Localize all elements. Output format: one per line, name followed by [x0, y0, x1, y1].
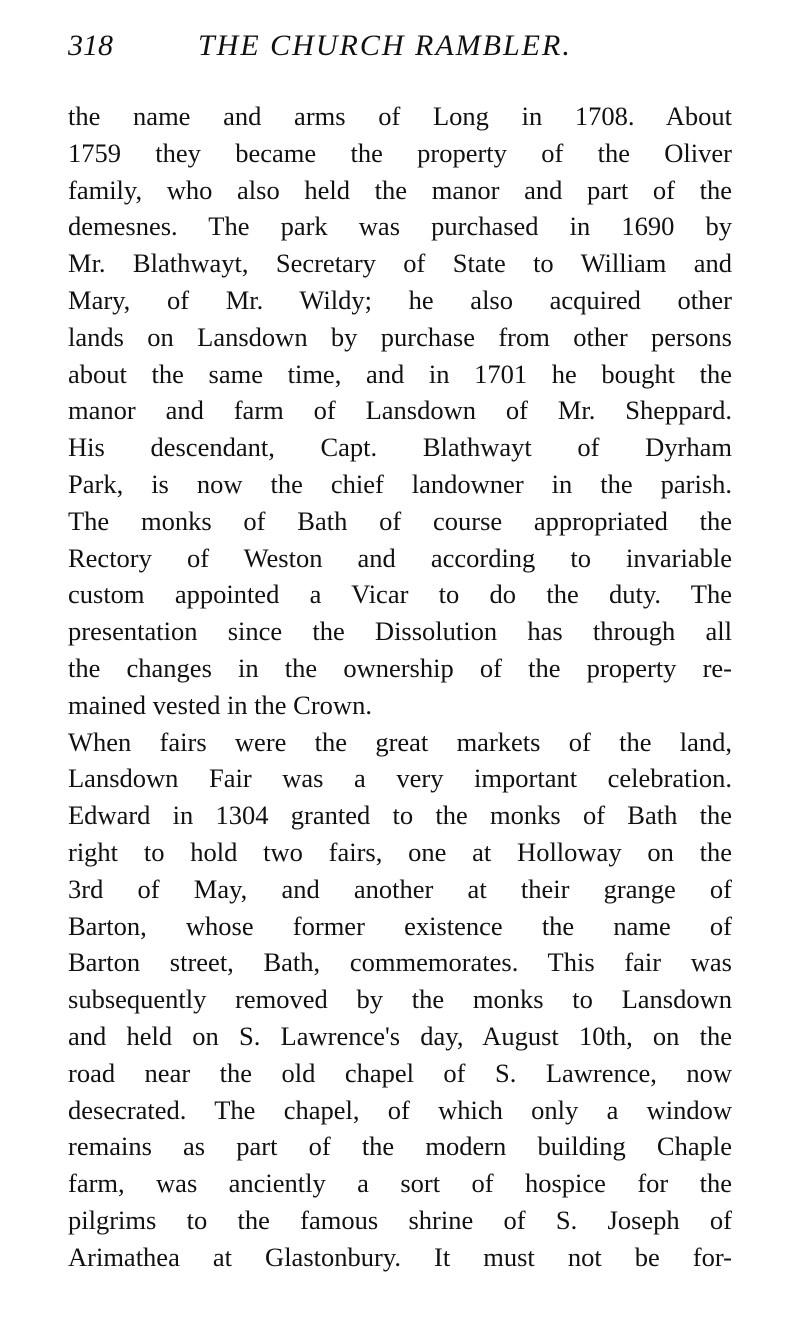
text-line: Park, is now the chief landowner in the parish. [68, 468, 732, 499]
text-line: Mary, of Mr. Wildy; he also acquired other [68, 284, 732, 315]
text-line: presentation since the Dissolution has through all [68, 616, 732, 647]
text-line: road near the old chapel of S. Lawrence, now [68, 1057, 732, 1088]
text-line: the name and arms of Long in 1708. About [68, 101, 732, 131]
text-line: custom appointed a Vicar to do the duty. The [68, 579, 732, 610]
body-text [68, 98, 732, 1276]
text-line: the changes in the ownership of the property re- [68, 652, 732, 683]
text-line: Barton street, Bath, commemorates. This fair was [68, 947, 732, 978]
paragraph-3 [68, 724, 732, 1276]
text-line: When fairs were the great markets of the land, [68, 726, 732, 757]
text-line: demesnes. The park was purchased in 1690 by [68, 211, 732, 242]
text-line: 3rd of May, and another at their grange of [68, 873, 732, 904]
text-line: Edward in 1304 granted to the monks of Bath the [68, 800, 732, 831]
text-line: remains as part of the modern building Chaple [68, 1131, 732, 1162]
text-line: about the same time, and in 1701 he bought the [68, 358, 732, 389]
text-line: mained vested in the Crown. [68, 689, 372, 720]
text-line: His descendant, Capt. Blathwayt of Dyrham [68, 432, 732, 463]
text-line: Lansdown Fair was a very important celebration. [68, 763, 732, 794]
page-number: 318 [68, 29, 113, 62]
text-line: The monks of Bath of course appropriated the [68, 505, 732, 536]
paragraph-2 [68, 503, 732, 724]
text-line: subsequently removed by the monks to Lansdown [68, 984, 732, 1015]
text-line: Mr. Blathwayt, Secretary of State to William and [68, 248, 732, 279]
text-line: right to hold two fairs, one at Holloway on the [68, 836, 732, 867]
text-line: and held on S. Lawrence's day, August 10th, on the [68, 1020, 732, 1051]
running-title: THE CHURCH RAMBLER. [198, 29, 572, 62]
text-line: Barton, whose former existence the name of [68, 910, 732, 941]
paragraph-1 [68, 98, 732, 503]
text-line: pilgrims to the famous shrine of S. Joseph of [68, 1204, 732, 1235]
page-header [68, 28, 732, 68]
text-line: Arimathea at Glastonbury. It must not be for- [68, 1241, 732, 1272]
text-line: manor and farm of Lansdown of Mr. Sheppard. [68, 395, 732, 426]
text-line: lands on Lansdown by purchase from other persons [68, 321, 732, 352]
text-line: Rectory of Weston and according to invariable [68, 542, 732, 573]
text-line: farm, was anciently a sort of hospice for the [68, 1168, 732, 1199]
text-line: desecrated. The chapel, of which only a window [68, 1094, 732, 1125]
text-line: family, who also held the manor and part of the [68, 174, 732, 205]
text-line: 1759 they became the property of the Oliver [68, 137, 732, 168]
